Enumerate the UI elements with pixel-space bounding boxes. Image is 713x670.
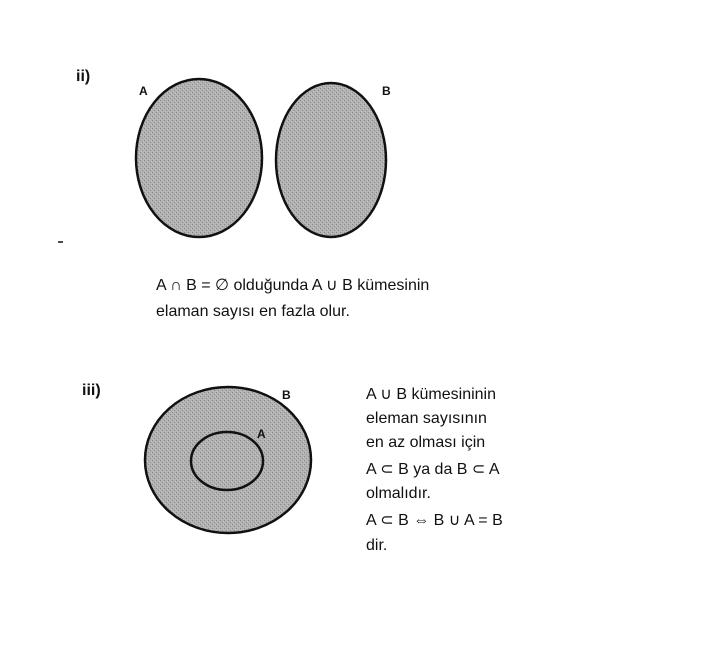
section-iii-text-line-5: olmalıdır. (366, 485, 431, 502)
section-ii-text-line-1: A ∩ B = ∅ olduğunda A ∪ B kümesinin (156, 277, 430, 294)
section-iii-text-line-7: dir. (366, 537, 388, 554)
section-iii-text-line-3: en az olması için (366, 434, 486, 451)
section-iii-text-line-6: A ⊂ B ⇔ B ∪ A = B (366, 512, 503, 529)
set-a-ellipse-iii (191, 432, 263, 490)
set-a-label-iii: A (257, 427, 266, 441)
section-iii-label: iii) (82, 382, 101, 399)
section-iii-text-line-4: A ⊂ B ya da B ⊂ A (366, 461, 500, 478)
set-b-ellipse-ii (276, 83, 386, 237)
set-b-label-ii: B (382, 84, 391, 98)
set-a-ellipse-ii (136, 79, 262, 237)
section-ii-label: ii) (76, 68, 91, 85)
section-iii-text-line-1: A ∪ B kümesininin (366, 386, 496, 403)
set-a-label-ii: A (139, 84, 148, 98)
section-iii-text-line-2: eleman sayısının (366, 410, 487, 427)
set-b-label-iii: B (282, 388, 291, 402)
section-ii-text-line-2: elaman sayısı en fazla olur. (156, 303, 350, 320)
